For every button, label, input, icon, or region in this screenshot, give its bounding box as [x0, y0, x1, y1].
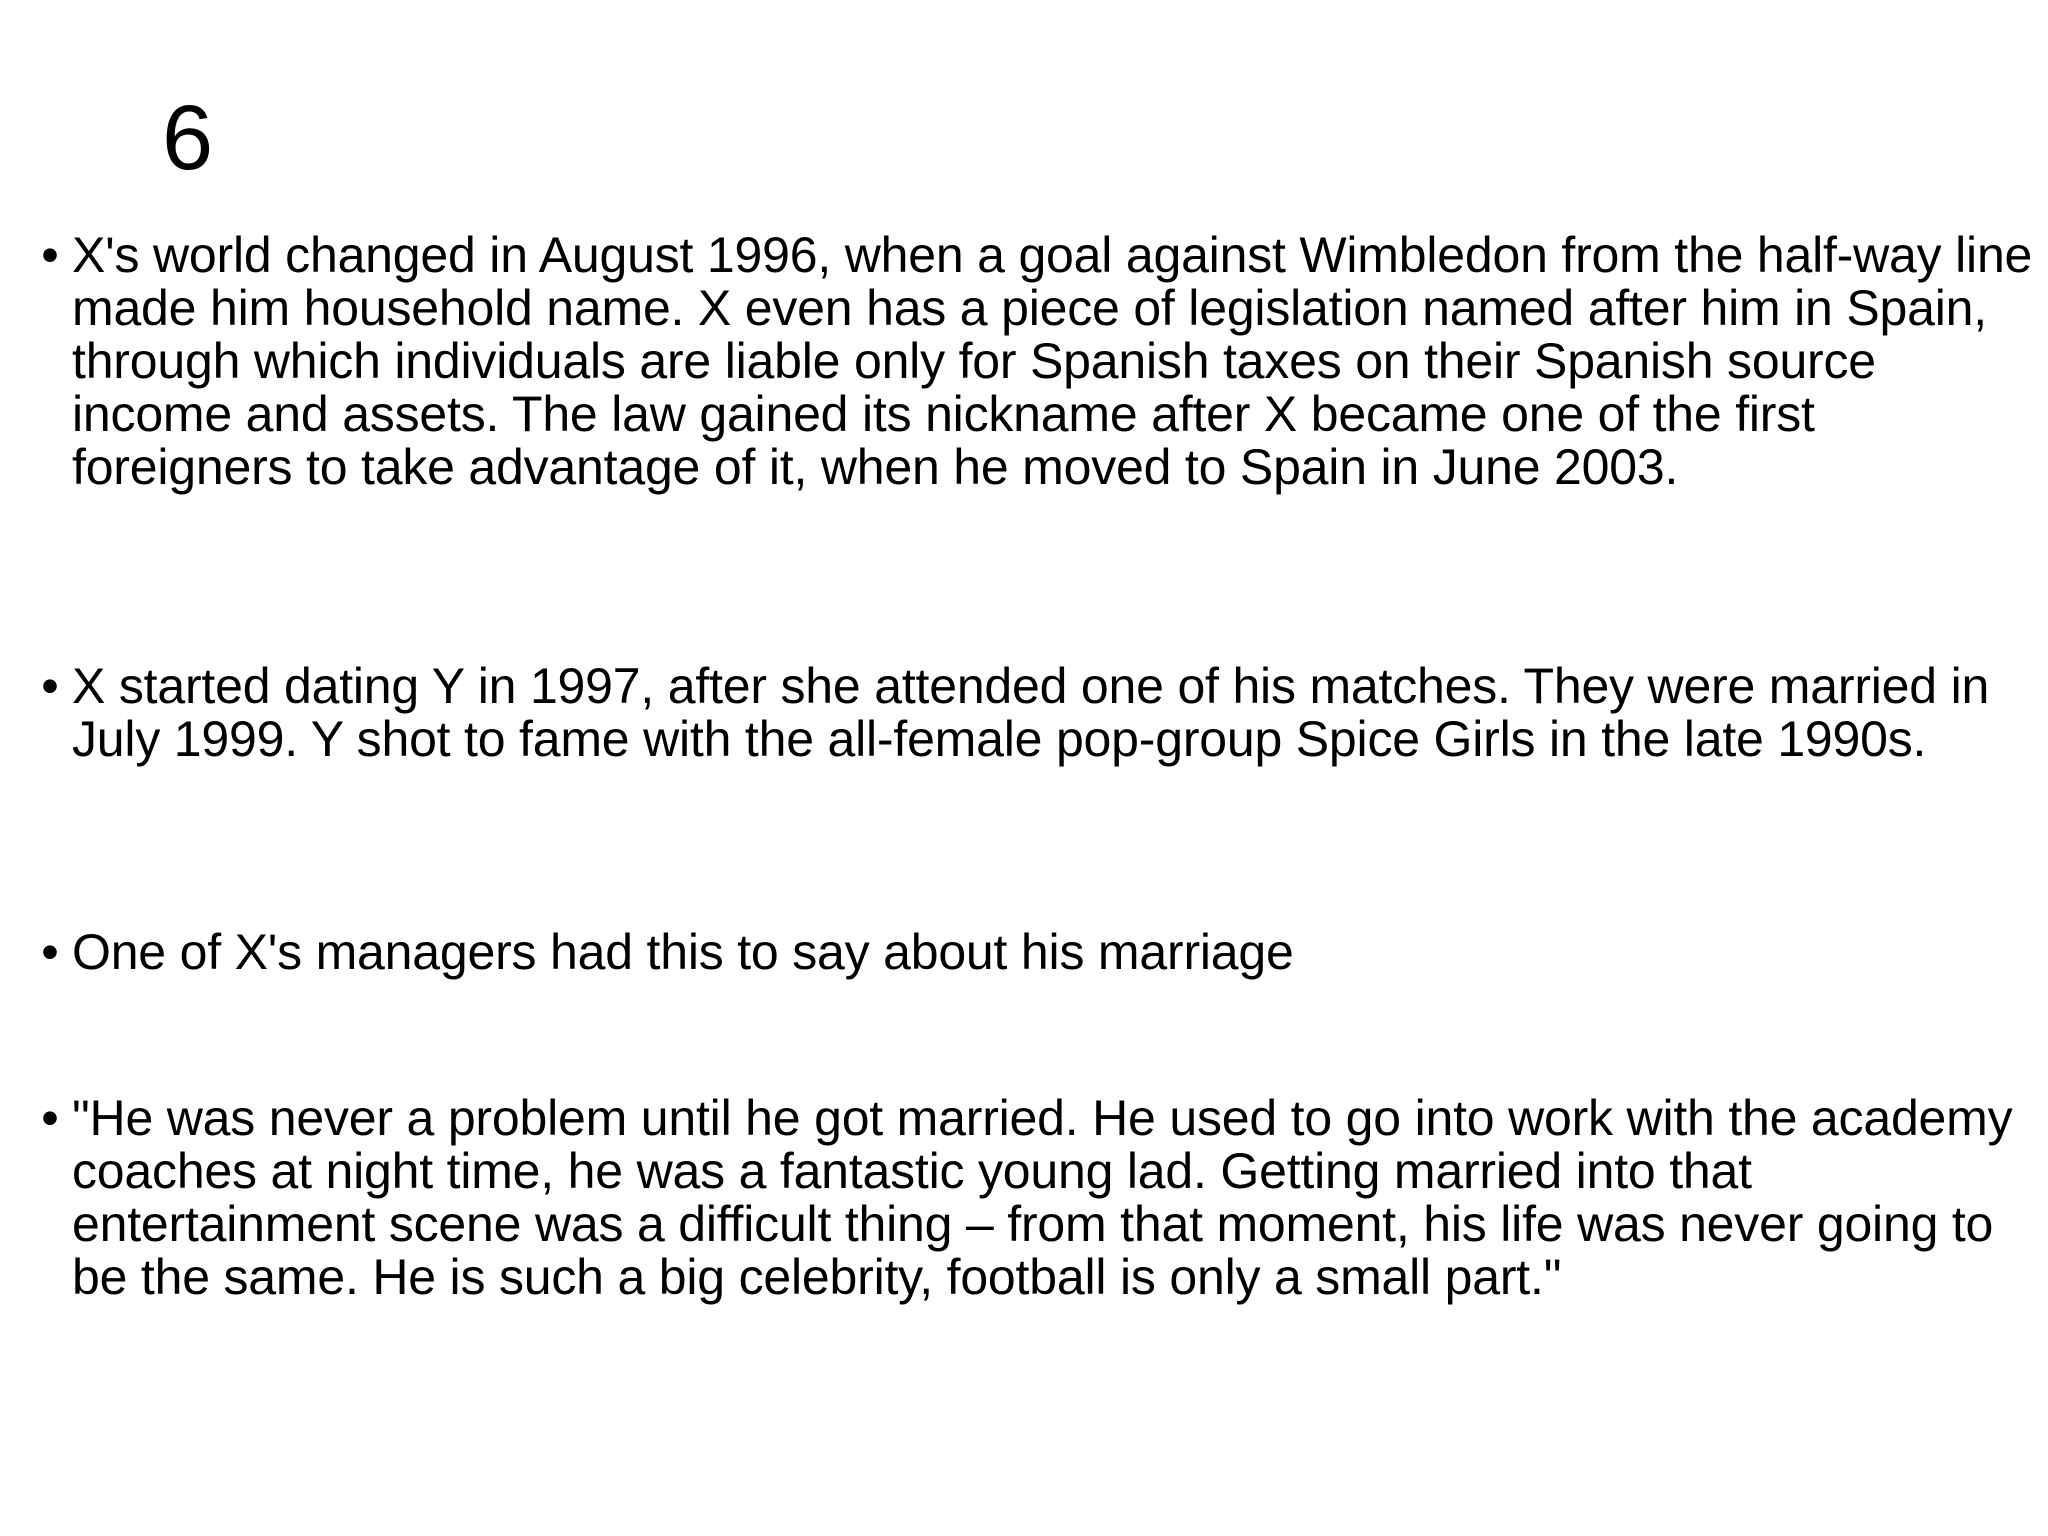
bullet-text: One of X's managers had this to say about his marriage — [72, 924, 1294, 980]
bullet-marker: • — [41, 1090, 59, 1146]
bullet-item — [28, 1092, 2038, 1304]
slide-title: 6 — [162, 87, 214, 189]
bullet-text: X's world changed in August 1996, when a goal against Wimbledon from the half-way line made him household name. X even has a piece of legislation named after him in Spain, through which individuals are liable only for Spanish taxes on their Spanish source income and assets. The law gained its nickname after X became one of the first foreigners to take advantage of it, when he moved to Spain in June 2003. — [72, 227, 2033, 495]
bullet-marker: • — [41, 227, 59, 283]
bullet-marker: • — [41, 658, 59, 714]
bullet-marker: • — [41, 924, 59, 980]
bullet-item — [28, 229, 2038, 494]
bullet-text: X started dating Y in 1997, after she attended one of his matches. They were married in July 1999. Y shot to fame with the all-female pop-group Spice Girls in the late 1990s. — [72, 658, 1990, 767]
bullet-item — [28, 660, 2038, 766]
bullet-text: "He was never a problem until he got married. He used to go into work with the academy coaches at night time, he was a fantastic young lad. Getting married into that entertainment scene was a difficult thing – from that moment, his life was never going to be the same. He is such a big celebrity, football is only a small part." — [72, 1090, 2013, 1305]
bullet-item — [28, 926, 2038, 979]
